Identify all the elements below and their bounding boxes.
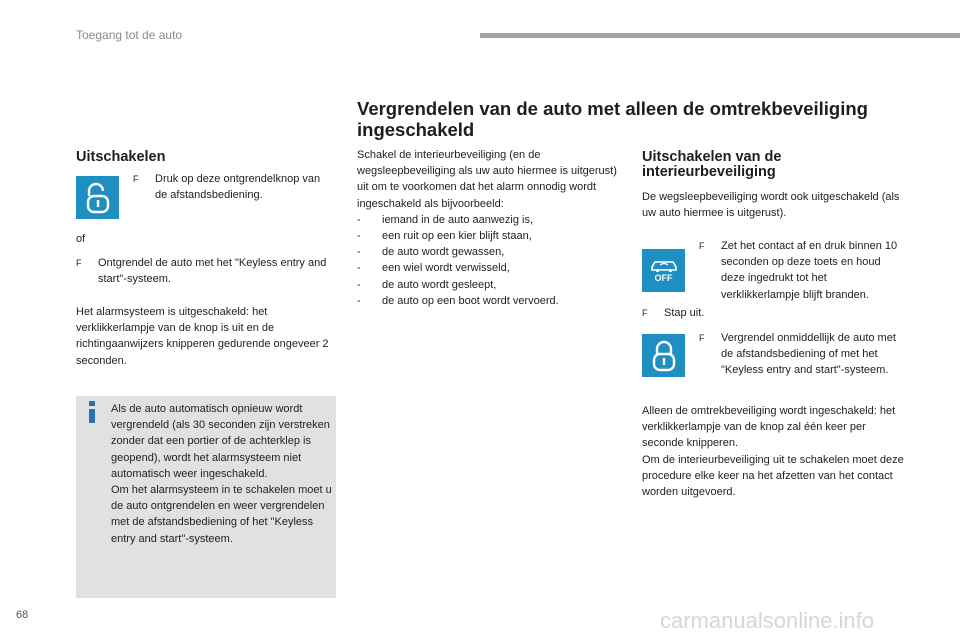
lock-button-image [642,334,685,377]
situation-list [357,212,619,309]
unlock-button-image [76,176,119,219]
bullet-marker: F [642,308,648,318]
outro-paragraph: Alleen de omtrekbeveiliging wordt ingeschakeld: het verklikkerlampje van de knop zal één keer per seconde knipperen. [642,405,896,450]
list-item: - een ruit op een kier blijft staan, [357,228,619,244]
right-intro: De wegsleepbeveiliging wordt ook uitgeschakeld (als uw auto hiermee is uitgerust). [642,191,900,220]
info-paragraph: Als de auto automatisch opnieuw wordt vergrendeld (als 30 seconden zijn verstreken zonder dat een portier of de achterklep is geopend), wordt het alarmsysteem niet automatisch weer ingeschakeld. [111,403,330,480]
or-label: of [76,233,86,245]
info-text [111,401,333,547]
page-title: Vergrendelen van de auto met alleen de omtrekbeveiliging ingeschakeld [357,98,868,140]
outro-paragraph: Om de interieurbeveiliging uit te schakelen moet deze procedure elke keer na het afzetten van het contact worden uitgevoerd. [642,453,904,499]
bullet-marker: F [699,333,705,343]
step-text: Druk op deze ontgrendelknop van de afstandsbediening. [155,173,321,202]
list-item [76,255,338,287]
middle-column [357,147,619,309]
off-button-image [642,249,685,292]
alarm-status-text: Het alarmsysteem is uitgeschakeld: het verklikkerlampje van de knop is uit en de richtingaanwijzers knipperen gedurende ongeveer 2 seconden. [76,306,329,367]
list-item: - de auto wordt gesleept, [357,277,619,293]
bullet-marker: F [76,258,82,268]
list-item [642,305,762,321]
list-item: - een wiel wordt verwisseld, [357,260,619,276]
page-number: 68 [16,609,29,621]
info-paragraph: Om het alarmsysteem in te schakelen moet u de auto ontgrendelen en weer vergrendelen met de afstandsbediening of het "Keyless entry and start"-systeem. [111,484,332,545]
list-item [699,238,904,303]
step-text: Vergrendel onmiddellijk de auto met de afstandsbediening of met het "Keyless entry and start"-systeem. [721,332,896,377]
step-text: Stap uit. [664,307,705,319]
right-outro [642,403,906,500]
list-item: - de auto op een boot wordt vervoerd. [357,293,619,309]
section-title-uitschakelen: Uitschakelen [76,149,166,165]
step-text: Ontgrendel de auto met het "Keyless entry and start"-systeem. [98,257,327,286]
list-item [699,330,904,379]
list-item [133,171,323,203]
list-item: - de auto wordt gewassen, [357,244,619,260]
car-alarm-icon [649,259,679,273]
unlock-icon [85,182,111,214]
info-box [76,396,336,598]
header-bar [480,33,960,38]
step-text: Zet het contact af en druk binnen 10 seconden op deze toets en houd deze ingedrukt tot het verklikkerlampje blijft branden. [721,240,898,301]
watermark: carmanualsonline.info [660,608,875,633]
off-label: OFF [654,272,673,283]
bullet-marker: F [699,241,705,251]
bullet-marker: F [133,174,139,184]
section-title-interieurbeveiliging: Uitschakelen van de interieurbeveiliging [642,149,782,180]
lock-icon [652,340,676,372]
list-item: - iemand in de auto aanwezig is, [357,212,619,228]
section-header: Toegang tot de auto [76,28,183,42]
info-icon [83,401,101,425]
middle-intro: Schakel de interieurbeveiliging (en de wegsleepbeveiliging als uw auto hiermee is uitgerust) uit om te voorkomen dat het alarm onnodig wordt ingeschakeld als bijvoorbeeld: [357,149,617,210]
